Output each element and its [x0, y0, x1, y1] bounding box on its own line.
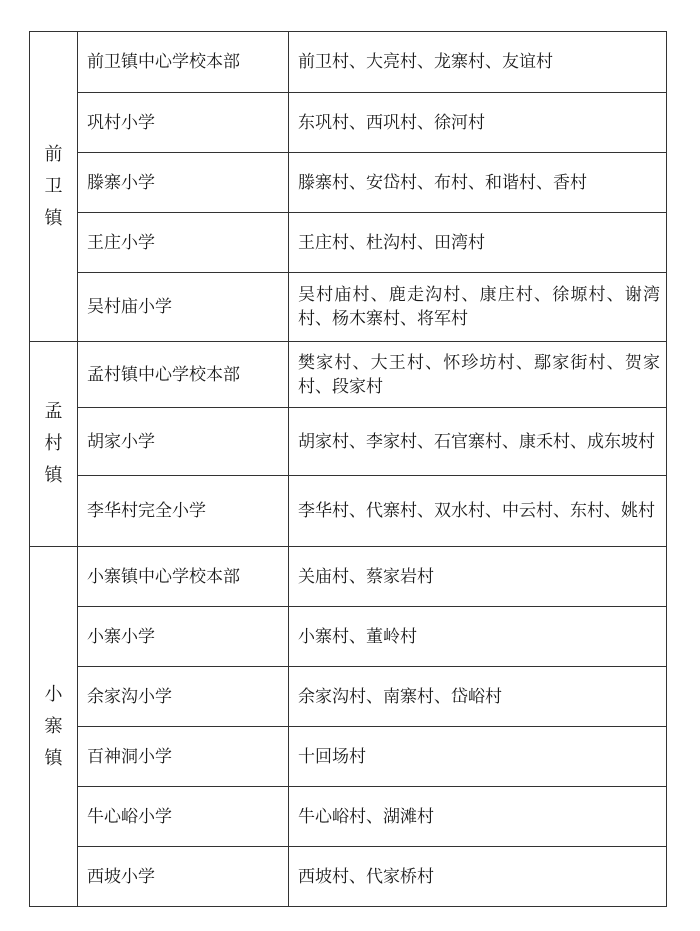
villages-cell: 王庄村、杜沟村、田湾村 [289, 213, 667, 273]
town-name: 前卫镇 [44, 143, 63, 229]
school-cell: 百神洞小学 [78, 727, 289, 787]
table-row [30, 476, 667, 547]
villages-cell: 关庙村、蔡家岩村 [289, 547, 667, 607]
school-cell: 余家沟小学 [78, 667, 289, 727]
town-name: 小寨镇 [44, 683, 63, 769]
table-row [30, 213, 667, 273]
town-cell [30, 342, 78, 547]
school-cell: 滕寨小学 [78, 153, 289, 213]
table-row [30, 32, 667, 93]
table-row [30, 408, 667, 476]
villages-cell: 胡家村、李家村、石官寨村、康禾村、成东坡村 [289, 408, 667, 476]
table-row [30, 342, 667, 408]
villages-cell: 牛心峪村、湖滩村 [289, 787, 667, 847]
school-cell: 前卫镇中心学校本部 [78, 32, 289, 93]
school-cell: 巩村小学 [78, 93, 289, 153]
town-name: 孟村镇 [44, 401, 63, 486]
table-row [30, 153, 667, 213]
school-cell: 王庄小学 [78, 213, 289, 273]
villages-cell: 余家沟村、南寨村、岱峪村 [289, 667, 667, 727]
villages-cell: 东巩村、西巩村、徐河村 [289, 93, 667, 153]
table-row [30, 727, 667, 787]
table-row [30, 667, 667, 727]
villages-cell: 十回场村 [289, 727, 667, 787]
table-row [30, 93, 667, 153]
school-cell: 孟村镇中心学校本部 [78, 342, 289, 408]
school-cell: 小寨镇中心学校本部 [78, 547, 289, 607]
town-cell [30, 32, 78, 342]
villages-cell: 李华村、代寨村、双水村、中云村、东村、姚村 [289, 476, 667, 547]
table-row [30, 273, 667, 342]
school-cell: 吴村庙小学 [78, 273, 289, 342]
school-cell: 牛心峪小学 [78, 787, 289, 847]
villages-cell: 樊家村、大王村、怀珍坊村、鄢家街村、贺家村、段家村 [289, 342, 667, 408]
table-row [30, 607, 667, 667]
school-cell: 西坡小学 [78, 847, 289, 907]
villages-cell: 吴村庙村、鹿走沟村、康庄村、徐塬村、谢湾村、杨木寨村、将军村 [289, 273, 667, 342]
table-row [30, 787, 667, 847]
school-district-table [29, 31, 667, 907]
school-cell: 胡家小学 [78, 408, 289, 476]
villages-cell: 小寨村、董岭村 [289, 607, 667, 667]
table-row [30, 847, 667, 907]
table-row [30, 547, 667, 607]
school-cell: 小寨小学 [78, 607, 289, 667]
villages-cell: 西坡村、代家桥村 [289, 847, 667, 907]
villages-cell: 滕寨村、安岱村、布村、和谐村、香村 [289, 153, 667, 213]
town-cell [30, 547, 78, 907]
school-cell: 李华村完全小学 [78, 476, 289, 547]
villages-cell: 前卫村、大亮村、龙寨村、友谊村 [289, 32, 667, 93]
